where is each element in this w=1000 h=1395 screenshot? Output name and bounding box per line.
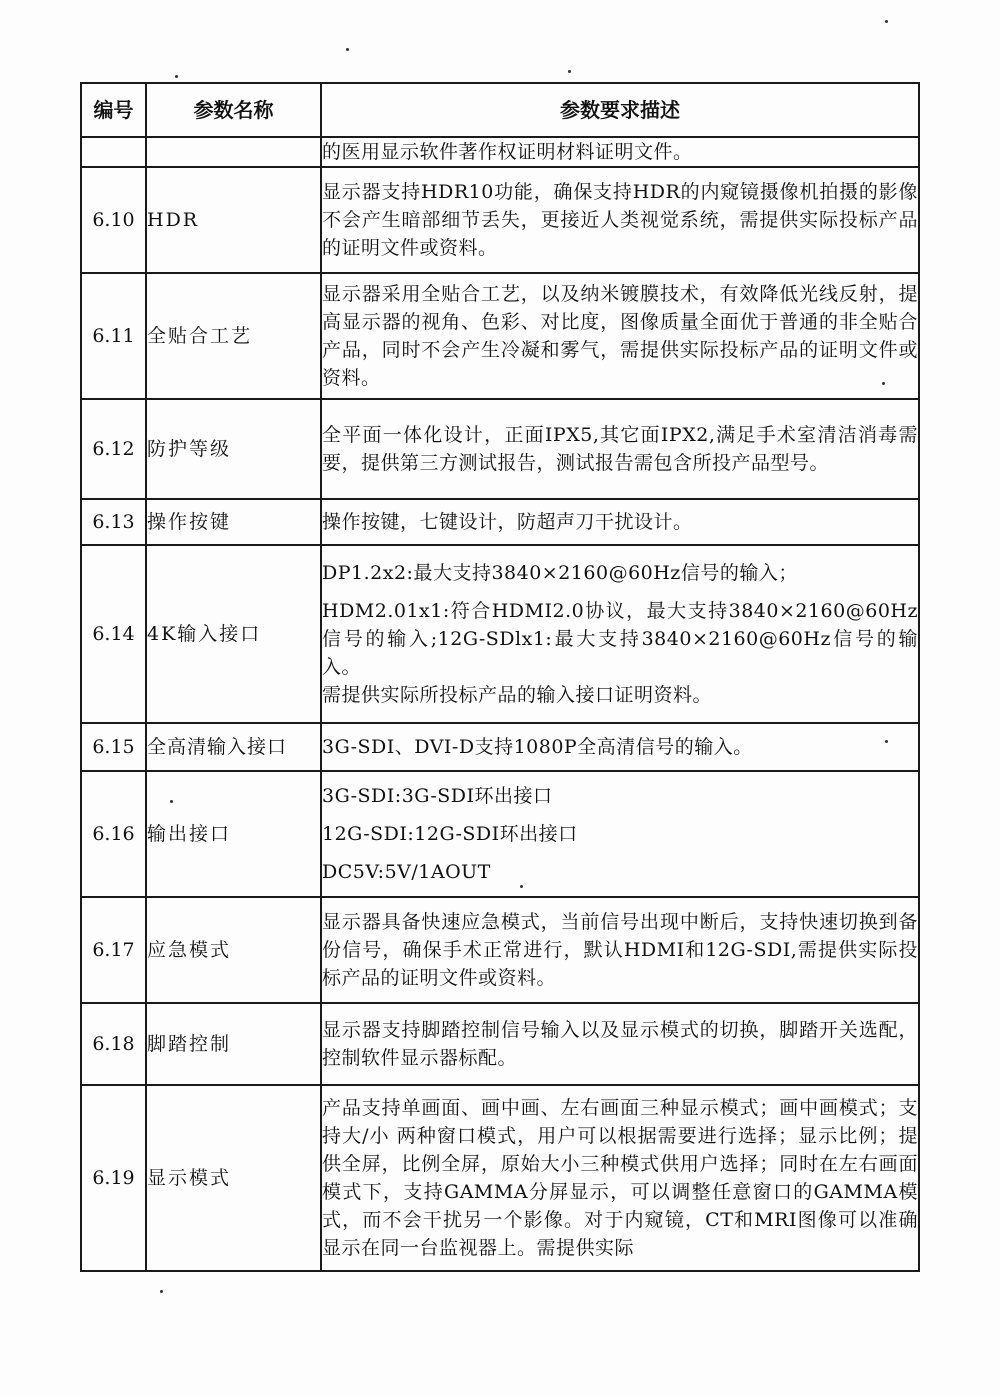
table-row xyxy=(81,1003,919,1085)
row-number: 6.11 xyxy=(81,273,146,399)
row-number: 6.16 xyxy=(81,771,146,897)
table-row xyxy=(81,1085,919,1271)
desc-text: HDM2.01x1:符合HDMI2.0协议，最大支持3840×2160@60Hz信号的输入;12G-SDlx1:最大支持3840×2160@60Hz信号的输入。 xyxy=(322,600,918,678)
table-row xyxy=(81,399,919,499)
row-param-desc xyxy=(321,499,919,545)
desc-text: 显示器采用全贴合工艺，以及纳米镀膜技术，有效降低光线反射，提高显示器的视角、色彩、对比度，图像质量全面优于普通的非全贴合产品，同时不会产生冷凝和雾气，需提供实际投标产品的证明文件或资料。 xyxy=(322,283,918,389)
row-param-desc xyxy=(321,723,919,771)
table-row xyxy=(81,499,919,545)
row-param-desc xyxy=(321,1085,919,1271)
parameter-table xyxy=(80,82,920,1272)
desc-text: DP1.2x2:最大支持3840×2160@60Hz信号的输入； xyxy=(322,562,798,584)
desc-text: 显示器支持HDR10功能，确保支持HDR的内窥镜摄像机拍摄的影像不会产生暗部细节丢失，更接近人类视觉系统，需提供实际投标产品的证明文件或资料。 xyxy=(322,181,918,259)
row-param-name: 输出接口 xyxy=(146,771,321,897)
desc-text: 的医用显示软件著作权证明材料证明文件。 xyxy=(322,141,693,163)
scan-speck xyxy=(346,48,349,51)
row-number xyxy=(81,137,146,167)
desc-text: 12G-SDI:12G-SDI环出接口 xyxy=(322,823,578,845)
row-number: 6.18 xyxy=(81,1003,146,1085)
desc-text: 需提供实际所投标产品的输入接口证明资料。 xyxy=(322,684,713,706)
scan-speck xyxy=(568,70,571,73)
desc-text: 显示器支持脚踏控制信号输入以及显示模式的切换，脚踏开关选配，控制软件显示器标配。 xyxy=(322,1019,918,1069)
scan-speck xyxy=(885,20,888,23)
row-param-desc xyxy=(321,545,919,723)
row-param-name: 全贴合工艺 xyxy=(146,273,321,399)
desc-text: 操作按键，七键设计，防超声刀干扰设计。 xyxy=(322,511,693,533)
table-header-row xyxy=(81,83,919,137)
row-number: 6.10 xyxy=(81,167,146,273)
row-param-desc xyxy=(321,273,919,399)
desc-text: 产品支持单画面、画中画、左右画面三种显示模式；画中画模式；支持大/小 两种窗口模式，用户可以根据需要进行选择；显示比例；提供全屏，比例全屏，原始大小三种模式供用户选择；同时在左右画面模式下，支持GAMMA分屏显示，可以调整任意窗口的GAMMA模式，而不会干扰另一个影像。对于内窥镜，CT和MRI图像可以准确显示在同一台监视器上。需提供实际 xyxy=(322,1097,918,1259)
desc-text: 显示器具备快速应急模式，当前信号出现中断后，支持快速切换到备份信号，确保手术正常进行，默认HDMI和12G-SDI,需提供实际投标产品的证明文件或资料。 xyxy=(322,911,918,989)
row-param-desc xyxy=(321,771,919,897)
row-param-name xyxy=(146,137,321,167)
header-param-name: 参数名称 xyxy=(146,83,321,137)
row-number: 6.14 xyxy=(81,545,146,723)
row-param-name: 防护等级 xyxy=(146,399,321,499)
table-row xyxy=(81,273,919,399)
header-number: 编号 xyxy=(81,83,146,137)
row-param-desc xyxy=(321,399,919,499)
row-number: 6.15 xyxy=(81,723,146,771)
row-number: 6.17 xyxy=(81,897,146,1003)
row-param-name: 显示模式 xyxy=(146,1085,321,1271)
row-number: 6.19 xyxy=(81,1085,146,1271)
desc-text: 全平面一体化设计，正面IPX5,其它面IPX2,满足手术室清洁消毒需要，提供第三方测试报告，测试报告需包含所投产品型号。 xyxy=(322,424,918,474)
desc-text: DC5V:5V/1AOUT xyxy=(322,861,491,883)
row-param-name: 操作按键 xyxy=(146,499,321,545)
table-row xyxy=(81,771,919,897)
desc-text: 3G-SDI、DVI-D支持1080P全高清信号的输入。 xyxy=(322,736,753,758)
row-param-desc xyxy=(321,137,919,167)
row-param-desc xyxy=(321,1003,919,1085)
scan-speck xyxy=(160,1290,163,1293)
table-row xyxy=(81,545,919,723)
desc-text: 3G-SDI:3G-SDI环出接口 xyxy=(322,785,553,807)
row-param-desc xyxy=(321,167,919,273)
row-param-name: 应急模式 xyxy=(146,897,321,1003)
table-row xyxy=(81,723,919,771)
table-row xyxy=(81,137,919,167)
row-number: 6.13 xyxy=(81,499,146,545)
table-row xyxy=(81,897,919,1003)
row-param-desc xyxy=(321,897,919,1003)
table-row xyxy=(81,167,919,273)
row-param-name: 全高清输入接口 xyxy=(146,723,321,771)
row-number: 6.12 xyxy=(81,399,146,499)
scan-speck xyxy=(175,75,178,78)
header-param-desc: 参数要求描述 xyxy=(321,83,919,137)
row-param-name: HDR xyxy=(146,167,321,273)
row-param-name: 4K输入接口 xyxy=(146,545,321,723)
row-param-name: 脚踏控制 xyxy=(146,1003,321,1085)
